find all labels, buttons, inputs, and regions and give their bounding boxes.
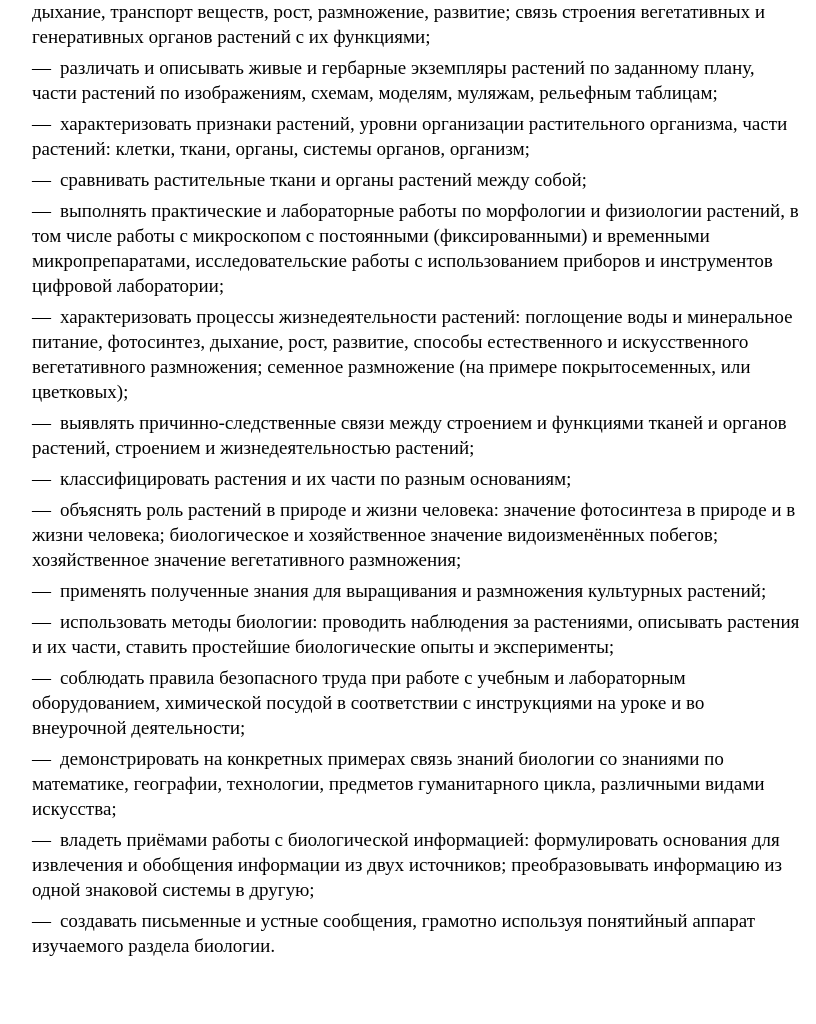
- list-item: [32, 467, 802, 492]
- list-item: [32, 112, 802, 162]
- list-item-text: характеризовать процессы жизнедеятельности растений: поглощение воды и минеральное питание, фотосинтез, дыхание, рост, развитие, способы естественного и искусственного вегетативного размножения; семенное размножение (на примере покрытосеменных, или цветковых);: [32, 307, 793, 403]
- list-item: [32, 828, 802, 903]
- dash-bullet: —: [32, 201, 51, 222]
- list-item: [32, 305, 802, 405]
- list-item: [32, 610, 802, 660]
- list-item: [32, 909, 802, 959]
- list-item-text: классифицировать растения и их части по разным основаниям;: [60, 469, 572, 490]
- list-item-text: характеризовать признаки растений, уровни организации растительного организма, части растений: клетки, ткани, органы, системы органов, организм;: [32, 114, 788, 160]
- list-item-text: объяснять роль растений в природе и жизни человека: значение фотосинтеза в природе и в жизни человека; биологическое и хозяйственное значение видоизменённых побегов; хозяйственное значение вегетативного размножения;: [32, 500, 796, 571]
- dash-bullet: —: [32, 612, 51, 633]
- dash-bullet: —: [32, 668, 51, 689]
- intro-paragraph: дыхание, транспорт веществ, рост, размножение, развитие; связь строения вегетативных и генеративных органов растений с их функциями;: [32, 2, 766, 48]
- dash-bullet: —: [32, 749, 51, 770]
- list-item: [32, 666, 802, 741]
- dash-bullet: —: [32, 307, 51, 328]
- dash-bullet: —: [32, 830, 51, 851]
- dash-bullet: —: [32, 413, 51, 434]
- list-item-text: демонстрировать на конкретных примерах связь знаний биологии со знаниями по математике, географии, технологии, предметов гуманитарного цикла, различными видами искусства;: [32, 749, 765, 820]
- list-item: [32, 579, 802, 604]
- list-item-text: выявлять причинно-следственные связи между строением и функциями тканей и органов растений, строением и жизнедеятельностью растений;: [32, 413, 787, 459]
- dash-bullet: —: [32, 58, 51, 79]
- list-item-text: применять полученные знания для выращивания и размножения культурных растений;: [60, 581, 767, 602]
- list-item-text: соблюдать правила безопасного труда при работе с учебным и лабораторным оборудованием, химической посудой в соответствии с инструкциями на уроке и во внеурочной деятельности;: [32, 668, 705, 739]
- dash-bullet: —: [32, 911, 51, 932]
- list-item: [32, 199, 802, 299]
- dash-bullet: —: [32, 500, 51, 521]
- list-item: [32, 747, 802, 822]
- list-item-text: сравнивать растительные ткани и органы растений между собой;: [60, 170, 587, 191]
- dash-bullet: —: [32, 170, 51, 191]
- list-item-text: использовать методы биологии: проводить наблюдения за растениями, описывать растения и их части, ставить простейшие биологические опыты и эксперименты;: [32, 612, 800, 658]
- dash-bullet: —: [32, 469, 51, 490]
- list-item-text: создавать письменные и устные сообщения, грамотно используя понятийный аппарат изучаемого раздела биологии.: [32, 911, 756, 957]
- list-item: [32, 168, 802, 193]
- dash-bullet: —: [32, 581, 51, 602]
- list-item-text: различать и описывать живые и гербарные экземпляры растений по заданному плану, части растений по изображениям, схемам, моделям, муляжам, рельефным таблицам;: [32, 58, 755, 104]
- list-item-text: владеть приёмами работы с биологической информацией: формулировать основания для извлечения и обобщения информации из двух источников; преобразовывать информацию из одной знаковой системы в другую;: [32, 830, 783, 901]
- list-item: [32, 56, 802, 106]
- dash-bullet: —: [32, 114, 51, 135]
- document-page: [32, 0, 802, 965]
- list-item: [32, 411, 802, 461]
- list-item: [32, 498, 802, 573]
- list-item-text: выполнять практические и лабораторные работы по морфологии и физиологии растений, в том числе работы с микроскопом с постоянными (фиксированными) и временными микропрепаратами, исследовательские работы с использованием приборов и инструментов цифровой лаборатории;: [32, 201, 799, 297]
